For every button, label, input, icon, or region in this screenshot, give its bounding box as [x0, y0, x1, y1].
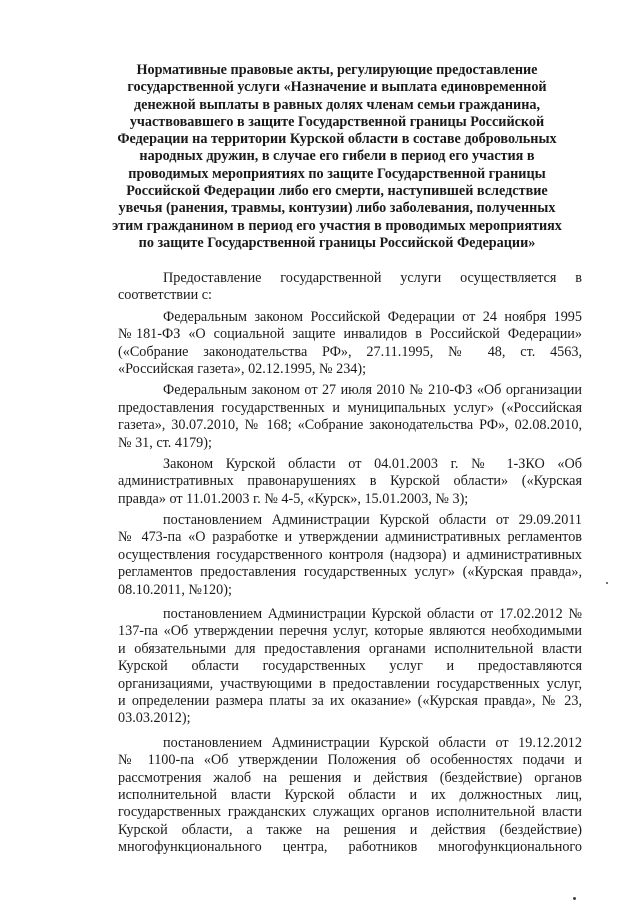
text-line: постановлением Администрации Курской области от 17.02.2012 № — [163, 606, 582, 623]
title-line: проводимых мероприятиях по защите Государственной границы — [128, 165, 546, 182]
text-line: 03.03.2012); — [118, 710, 191, 727]
text-line: № 473-па «О разработке и утверждении административных регламентов — [118, 529, 582, 546]
text-line: организациями, участвующими в предоставлении государственных услуг, — [118, 675, 582, 692]
paragraph-federal-law-181 — [118, 309, 582, 379]
document-body — [118, 270, 582, 857]
text-line: соответствии с: — [118, 287, 212, 304]
title-line: увечья (ранения, травмы, контузии) либо заболевания, полученных — [118, 200, 556, 217]
title-line: денежной выплаты в равных долях членам семьи гражданина, — [133, 96, 541, 113]
paragraph-intro — [118, 270, 582, 305]
text-line: Законом Курской области от 04.01.2003 г. № 1-ЗКО «Об — [163, 455, 582, 472]
paragraph-kursk-law — [118, 456, 582, 508]
text-line: постановлением Администрации Курской области от 19.12.2012 — [163, 734, 582, 751]
title-line: по защите Государственной границы Российской Федерации» — [138, 234, 536, 251]
title-line: Федерации на территории Курской области в составе добровольных — [117, 131, 557, 148]
text-line: Федеральным законом Российской Федерации от 24 ноября 1995 — [163, 308, 582, 325]
title-line: Нормативные правовые акты, регулирующие предоставление — [136, 62, 538, 78]
paragraph-resolution-473 — [118, 512, 582, 599]
text-line: Курской области государственных услуг и предоставляются — [118, 658, 582, 675]
text-line: исполнительной власти Курской области и их должностных лиц, — [118, 786, 582, 803]
text-line: и обязательными для предоставления органами исполнительной власти — [118, 640, 582, 657]
paragraph-federal-law-210 — [118, 382, 582, 452]
text-line: 137-па «Об утверждении перечня услуг, которые являются необходимыми — [118, 623, 582, 640]
text-line: постановлением Администрации Курской области от 29.09.2011 — [163, 512, 582, 529]
paragraph-resolution-137 — [118, 606, 582, 728]
text-line: Федеральным законом от 27 июля 2010 № 210-ФЗ «Об организации — [163, 382, 582, 399]
scan-speck — [606, 582, 608, 584]
text-line: («Собрание законодательства РФ», 27.11.1995, № 48, ст. 4563, — [118, 343, 582, 360]
text-line: «Российская газета», 02.12.1995, № 234); — [118, 360, 367, 377]
text-line: правда» от 11.01.2003 г. № 4-5, «Курск», 15.01.2003, № 3); — [118, 490, 469, 507]
text-line: газета», 30.07.2010, № 168; «Собрание законодательства РФ», 02.08.2010, — [118, 417, 582, 434]
title-line: участвовавшего в защите Государственной границы Российской — [129, 113, 545, 130]
document-title — [92, 62, 582, 252]
title-line: государственной услуги «Назначение и выплата единовременной — [127, 79, 547, 96]
text-line: 08.10.2011, №120); — [118, 581, 232, 598]
text-line: регламентов предоставления государственных услуг» («Курская правда», — [118, 564, 582, 581]
text-line: № 1100-па «Об утверждении Положения об особенностях подачи и — [118, 752, 582, 769]
title-line: этим гражданином в период его участия в проводимых мероприятиях — [112, 217, 562, 234]
text-line: рассмотрения жалоб на решения и действия (бездействие) органов — [118, 769, 582, 786]
paragraph-resolution-1100 — [118, 735, 582, 857]
text-line: многофункционального центра, работников многофункционального — [118, 839, 582, 856]
title-line: народных дружин, в случае его гибели в период его участия в — [139, 148, 535, 165]
text-line: административных правонарушениях в Курской области» («Курская — [118, 473, 582, 490]
text-line: Предоставление государственной услуги осуществляется в — [163, 270, 582, 286]
title-line: Российской Федерации либо его смерти, наступившей вследствие — [126, 183, 548, 200]
text-line: государственных гражданских служащих органов исполнительной власти — [118, 804, 582, 821]
scan-speck — [573, 897, 576, 900]
text-line: Курской области, а также на решения и действия (бездействие) — [118, 821, 582, 838]
text-line: №181-ФЗ «О социальной защите инвалидов в Российской Федерации» — [118, 326, 582, 343]
text-line: осуществления государственного контроля (надзора) и административных — [118, 546, 582, 563]
text-line: предоставления государственных и муниципальных услуг» («Российская — [118, 399, 582, 416]
text-line: № 31, ст. 4179); — [118, 434, 212, 451]
text-line: и определении размера платы за их оказание» («Курская правда», № 23, — [118, 692, 582, 709]
